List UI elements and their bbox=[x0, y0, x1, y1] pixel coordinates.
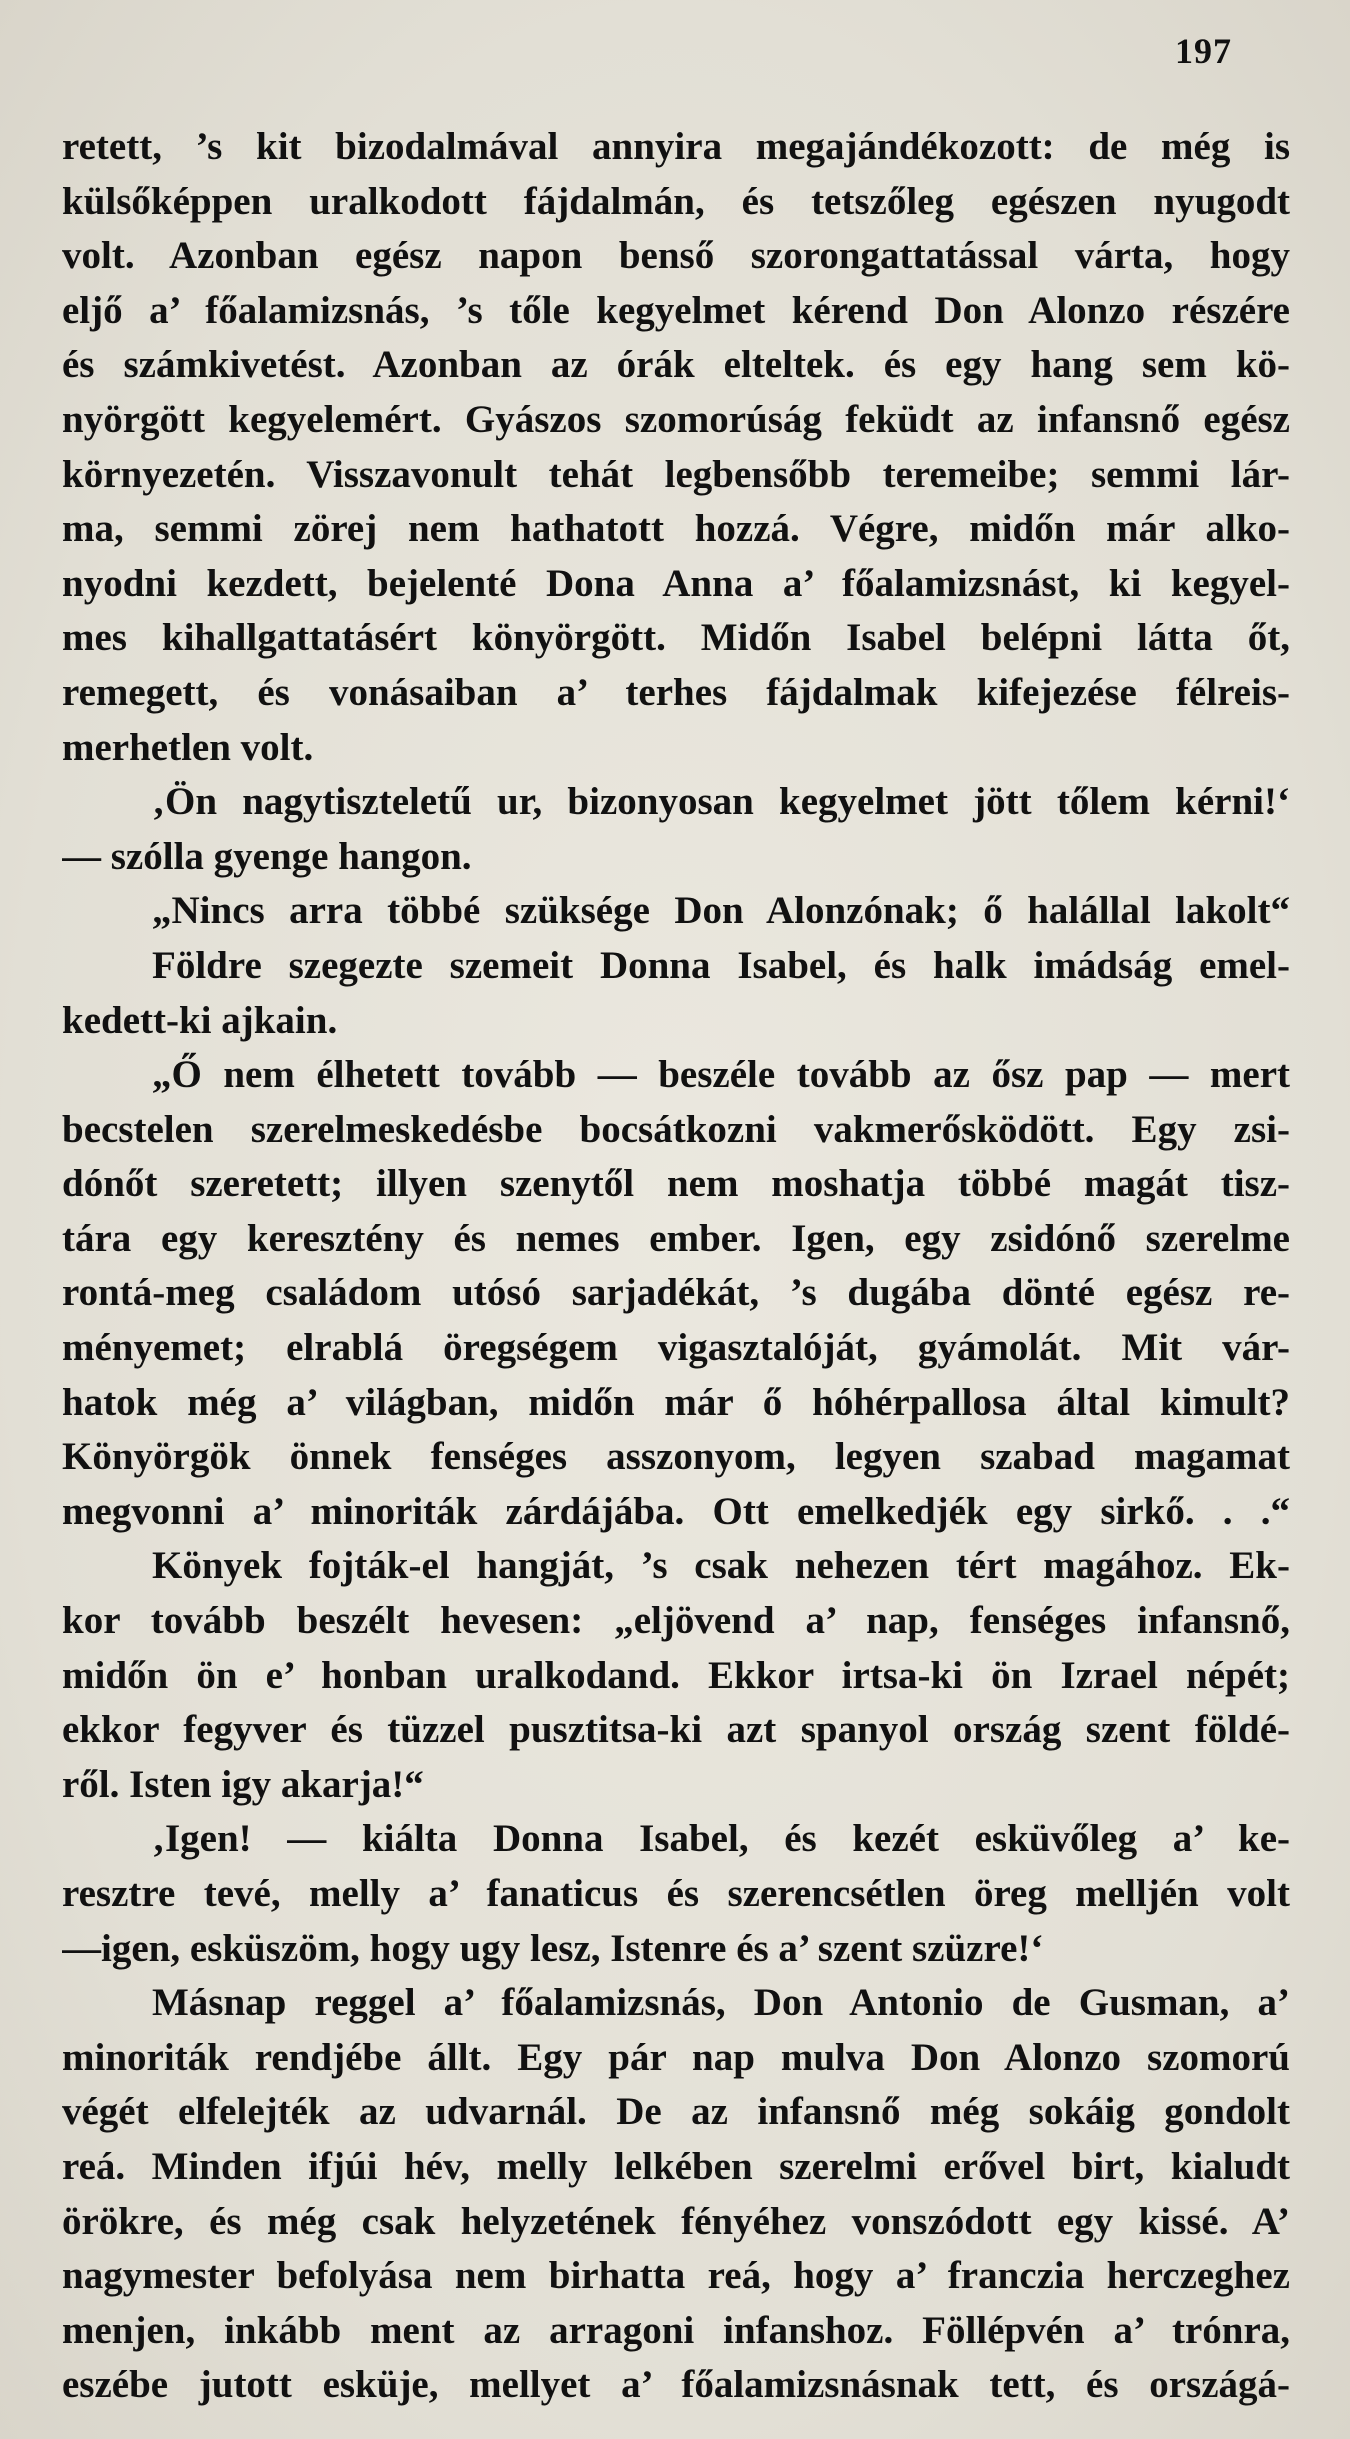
text-line: külsőképpen uralkodott fájdalmán, és tetszőleg egészen nyugodt bbox=[62, 179, 1290, 223]
text-line: resztre tevé, melly a’ fanaticus és szerencsétlen öreg melljén volt bbox=[62, 1872, 1290, 1915]
text-line: eljő a’ főalamizsnás, ’s tőle kegyelmet kérend Don Alonzo részére bbox=[62, 288, 1290, 332]
text-line: „Ő nem élhetett tovább — beszéle tovább az ősz pap — mert bbox=[152, 1053, 1290, 1097]
text-line: ekkor fegyver és tüzzel pusztitsa-ki azt spanyol ország szent földé- bbox=[62, 1708, 1290, 1752]
text-line: „Nincs arra többé szüksége Don Alonzónak; ő halállal lakolt“ bbox=[152, 889, 1290, 933]
text-line: végét elfelejték az udvarnál. De az infansnő még sokáig gondolt bbox=[62, 2090, 1290, 2134]
text-line: dónőt szeretett; illyen szenytől nem moshatja többé magát tisz- bbox=[62, 1162, 1290, 1206]
text-line: mes kihallgattatásért könyörgött. Midőn Isabel belépni látta őt, bbox=[62, 616, 1290, 660]
text-line: nyörgött kegyelemért. Gyászos szomorúság feküdt az infansnő egész bbox=[62, 397, 1290, 441]
text-line: környezetén. Visszavonult tehát legbensőbb teremeibe; semmi lár- bbox=[62, 452, 1290, 496]
text-line: Másnap reggel a’ főalamizsnás, Don Antonio de Gusman, a’ bbox=[152, 1981, 1290, 2025]
text-line: Földre szegezte szemeit Donna Isabel, és halk imádság emel- bbox=[152, 943, 1290, 987]
text-line: — szólla gyenge hangon. bbox=[62, 834, 472, 878]
text-line: remegett, és vonásaiban a’ terhes fájdalmak kifejezése félreis- bbox=[62, 670, 1290, 714]
text-line: megvonni a’ minoriták zárdájába. Ott emelkedjék egy sirkő. . .“ bbox=[62, 1489, 1290, 1533]
text-line: merhetlen volt. bbox=[62, 725, 314, 769]
text-line: ‚Igen! — kiálta Donna Isabel, és kezét esküvőleg a’ ke- bbox=[152, 1817, 1290, 1861]
page-number: 197 bbox=[1175, 31, 1232, 71]
text-line: —igen, esküszöm, hogy ugy lesz, Istenre és a’ szent szüzre!‘ bbox=[62, 1926, 1044, 1970]
text-line: hatok még a’ világban, midőn már ő hóhérpallosa által kimult? bbox=[62, 1380, 1290, 1424]
text-line: menjen, inkább ment az arragoni infanshoz. Föllépvén a’ trónra, bbox=[62, 2308, 1290, 2352]
text-line: minoriták rendjébe állt. Egy pár nap mulva Don Alonzo szomorú bbox=[62, 2035, 1290, 2079]
text-line: kor tovább beszélt hevesen: „eljövend a’ nap, fenséges infansnő, bbox=[62, 1599, 1290, 1643]
text-line: és számkivetést. Azonban az órák elteltek. és egy hang sem kö- bbox=[62, 343, 1290, 387]
text-line: nagymester befolyása nem birhatta reá, hogy a’ franczia herczeghez bbox=[62, 2254, 1290, 2298]
text-line: ma, semmi zörej nem hathatott hozzá. Végre, midőn már alko- bbox=[62, 507, 1290, 551]
text-line: kedett-ki ajkain. bbox=[62, 998, 338, 1042]
text-line: örökre, és még csak helyzetének fényéhez vonszódott egy kissé. A’ bbox=[62, 2199, 1290, 2243]
text-line: Könyek fojták-el hangját, ’s csak nehezen tért magához. Ek- bbox=[152, 1544, 1290, 1588]
text-line: eszébe jutott esküje, mellyet a’ főalamizsnásnak tett, és országá- bbox=[62, 2363, 1290, 2407]
text-line: becstelen szerelmeskedésbe bocsátkozni vakmerősködött. Egy zsi- bbox=[62, 1107, 1290, 1151]
text-line: tára egy keresztény és nemes ember. Igen, egy zsidónő szerelme bbox=[62, 1216, 1290, 1260]
text-line: ‚Ön nagytiszteletű ur, bizonyosan kegyelmet jött tőlem kérni!‘ bbox=[152, 780, 1290, 824]
text-line: retett, ’s kit bizodalmával annyira megajándékozott: de még is bbox=[62, 125, 1290, 168]
text-line: ről. Isten igy akarja!“ bbox=[62, 1762, 424, 1806]
text-line: Könyörgök önnek fenséges asszonyom, legyen szabad magamat bbox=[62, 1435, 1290, 1479]
text-line: nyodni kezdett, bejelenté Dona Anna a’ főalamizsnást, ki kegyel- bbox=[62, 561, 1290, 605]
text-line: ményemet; elrablá öregségem vigasztalóját, gyámolát. Mit vár- bbox=[62, 1326, 1290, 1370]
text-line: midőn ön e’ honban uralkodand. Ekkor irtsa-ki ön Izrael népét; bbox=[62, 1653, 1290, 1697]
text-line: rontá-meg családom utósó sarjadékát, ’s dugába dönté egész re- bbox=[62, 1271, 1290, 1315]
text-line: reá. Minden ifjúi hév, melly lelkében szerelmi erővel birt, kialudt bbox=[62, 2144, 1290, 2188]
body-text bbox=[62, 120, 1290, 2413]
text-line: volt. Azonban egész napon benső szorongattatással várta, hogy bbox=[62, 234, 1290, 278]
